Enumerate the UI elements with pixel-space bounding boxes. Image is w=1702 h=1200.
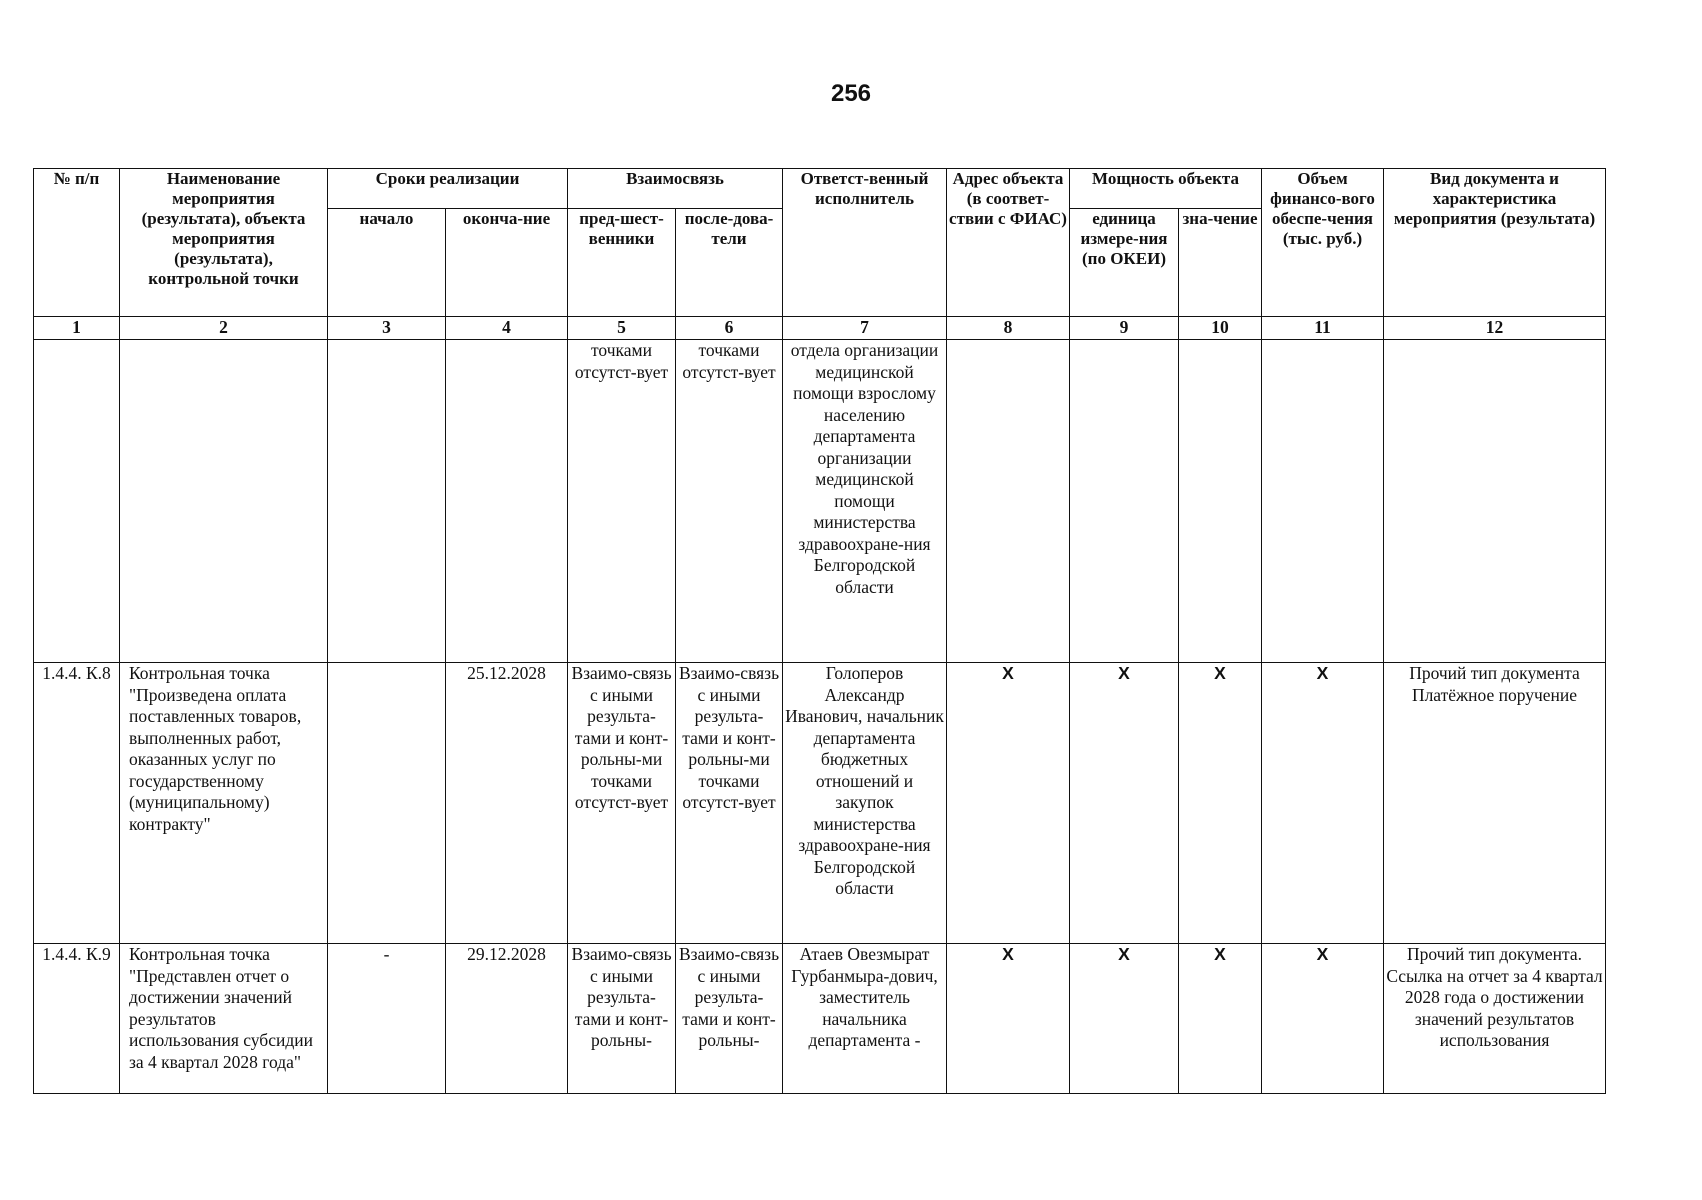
row-end (446, 340, 568, 663)
row-value (1179, 340, 1262, 663)
row-predecessors: Взаимо-связь с иными результа-тами и конт-рольны-ми точками отсутст-вует (568, 663, 676, 944)
row-finance (1262, 340, 1384, 663)
header-relation-succ: после-дова-тели (676, 209, 783, 317)
header-relation: Взаимосвязь (568, 169, 783, 209)
row-num: 1.4.4. К.9 (34, 944, 120, 1094)
row-responsible: отдела организации медицинской помощи взрослому населению департамента организации медицинской помощи министерства здравоохране-ния Белгородской области (783, 340, 947, 663)
row-successors: Взаимо-связь с иными результа-тами и конт-рольны- (676, 944, 783, 1094)
column-number: 5 (568, 317, 676, 340)
row-doc-type: Прочий тип документа Платёжное поручение (1384, 663, 1606, 944)
header-name: Наименование мероприятия (результата), объекта мероприятия (результата), контрольной точки (120, 169, 328, 317)
column-number: 6 (676, 317, 783, 340)
row-finance: Х (1262, 663, 1384, 944)
column-number: 2 (120, 317, 328, 340)
row-successors: точками отсутст-вует (676, 340, 783, 663)
header-relation-pred: пред-шест-венники (568, 209, 676, 317)
header-capacity-unit: единица измере-ния (по ОКЕИ) (1070, 209, 1179, 317)
row-predecessors: Взаимо-связь с иными результа-тами и конт-рольны- (568, 944, 676, 1094)
row-start (328, 340, 446, 663)
row-unit (1070, 340, 1179, 663)
header-finance: Объем финансо-вого обеспе-чения (тыс. руб.) (1262, 169, 1384, 317)
column-number: 11 (1262, 317, 1384, 340)
row-start: - (328, 944, 446, 1094)
header-capacity: Мощность объекта (1070, 169, 1262, 209)
row-unit: Х (1070, 944, 1179, 1094)
header-row-top (34, 169, 1606, 209)
row-address: Х (947, 663, 1070, 944)
column-number: 12 (1384, 317, 1606, 340)
row-address: Х (947, 944, 1070, 1094)
row-responsible: Атаев Овезмырат Гурбанмыра-дович, заместитель начальника департамента - (783, 944, 947, 1094)
header-address: Адрес объекта (в соответ-ствии с ФИАС) (947, 169, 1070, 317)
column-number: 8 (947, 317, 1070, 340)
table-row (34, 663, 1606, 944)
header-terms: Сроки реализации (328, 169, 568, 209)
row-name (120, 340, 328, 663)
row-address (947, 340, 1070, 663)
column-number: 10 (1179, 317, 1262, 340)
header-capacity-value: зна-чение (1179, 209, 1262, 317)
row-value: Х (1179, 944, 1262, 1094)
column-number: 4 (446, 317, 568, 340)
column-number: 7 (783, 317, 947, 340)
page-number: 256 (830, 80, 872, 107)
table-row (34, 944, 1606, 1094)
header-num: № п/п (34, 169, 120, 317)
plan-table (33, 168, 1606, 1094)
header-terms-end: оконча-ние (446, 209, 568, 317)
table-row (34, 340, 1606, 663)
column-numbers-row (34, 317, 1606, 340)
header-doc-type: Вид документа и характеристика мероприятия (результата) (1384, 169, 1606, 317)
row-value: Х (1179, 663, 1262, 944)
header-responsible: Ответст-венный исполнитель (783, 169, 947, 317)
header-terms-start: начало (328, 209, 446, 317)
column-number: 1 (34, 317, 120, 340)
row-end: 29.12.2028 (446, 944, 568, 1094)
row-responsible: Голоперов Александр Иванович, начальник департамента бюджетных отношений и закупок министерства здравоохране-ния Белгородской области (783, 663, 947, 944)
row-num: 1.4.4. К.8 (34, 663, 120, 944)
column-number: 9 (1070, 317, 1179, 340)
row-doc-type (1384, 340, 1606, 663)
row-start (328, 663, 446, 944)
row-name: Контрольная точка "Представлен отчет о достижении значений результатов использования субсидии за 4 квартал 2028 года" (120, 944, 328, 1094)
row-num (34, 340, 120, 663)
row-predecessors: точками отсутст-вует (568, 340, 676, 663)
column-number: 3 (328, 317, 446, 340)
row-successors: Взаимо-связь с иными результа-тами и конт-рольны-ми точками отсутст-вует (676, 663, 783, 944)
row-unit: Х (1070, 663, 1179, 944)
row-name: Контрольная точка "Произведена оплата поставленных товаров, выполненных работ, оказанных услуг по государственному (муниципальному) контракту" (120, 663, 328, 944)
row-doc-type: Прочий тип документа. Ссылка на отчет за 4 квартал 2028 года о достижении значений результатов использования (1384, 944, 1606, 1094)
row-end: 25.12.2028 (446, 663, 568, 944)
row-finance: Х (1262, 944, 1384, 1094)
